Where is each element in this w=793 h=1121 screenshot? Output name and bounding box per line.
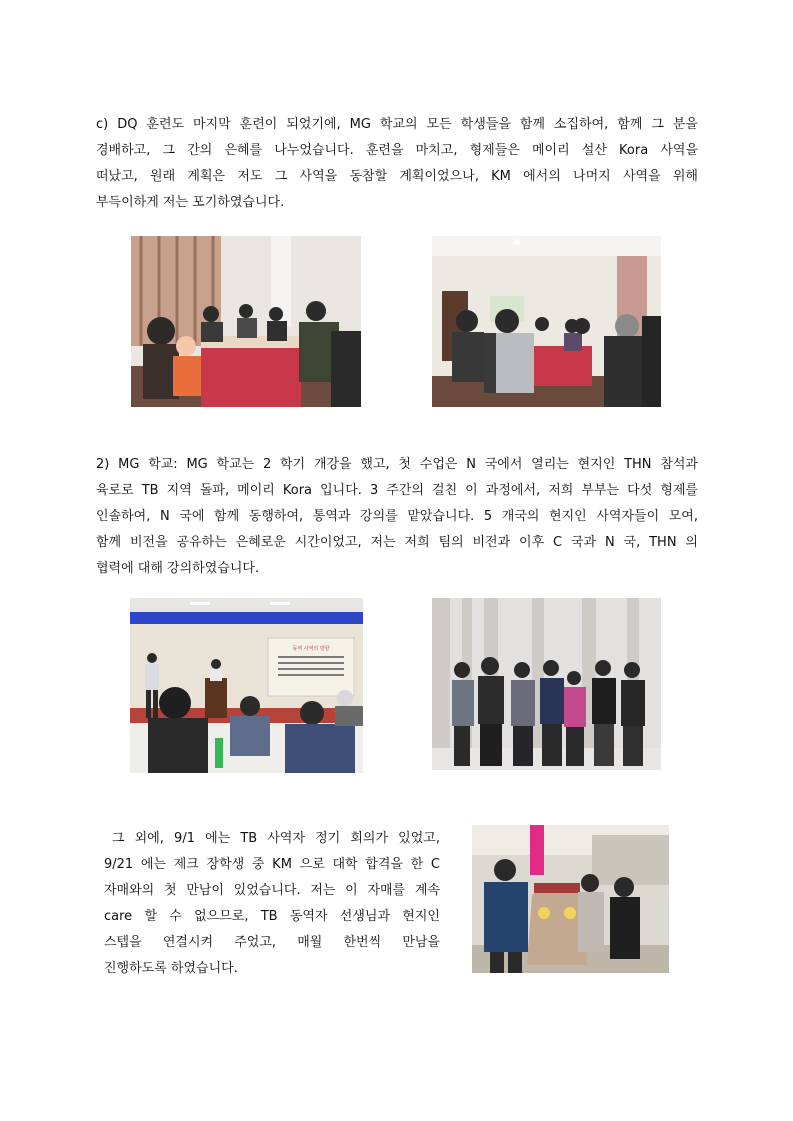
photo-lecture-hall bbox=[130, 598, 363, 773]
section-other-line: 스텝을 연결시켜 주었고, 매월 한번씩 만남을 bbox=[104, 935, 440, 950]
section-other-line: 자매와의 첫 만남이 있었습니다. 저는 이 자매를 계속 bbox=[104, 883, 440, 898]
section-other-line: 9/21 에는 제크 장학생 중 KM 으로 대학 합격을 한 C bbox=[104, 857, 440, 872]
section-c-line: 경배하고, 그 간의 은혜를 나누었습니다. 훈련을 마치고, 형제들은 메이리 설산 Kora 사역을 bbox=[96, 143, 698, 158]
section-c-line: 부득이하게 저는 포기하였습니다. bbox=[96, 195, 285, 210]
section-other-line: 진행하도록 하였습니다. bbox=[104, 961, 238, 976]
photo-team-standing bbox=[432, 598, 661, 770]
section-2-paragraph bbox=[96, 452, 698, 582]
section-2-line: 2) MG 학교: MG 학교는 2 학기 개강을 했고, 첫 수업은 N 국에서 열리는 현지인 THN 참석과 bbox=[96, 457, 698, 472]
photo-mall-meeting bbox=[472, 825, 669, 973]
photo-group-meeting-left bbox=[131, 236, 361, 407]
section-other-line: care 할 수 없으므로, TB 동역자 선생님과 현지인 bbox=[104, 909, 440, 924]
section-2-line: 협력에 대해 강의하였습니다. bbox=[96, 561, 260, 576]
section-2-line: 함께 비전을 공유하는 은혜로운 시간이었고, 저는 저희 팀의 비전과 이후 C 국과 N 국, THN 의 bbox=[96, 535, 698, 550]
photo-group-meeting-right bbox=[432, 236, 661, 407]
section-other-paragraph bbox=[104, 826, 440, 982]
section-c-line: 떠났고, 원래 계획은 저도 그 사역을 동참할 계획이었으나, KM 에서의 나머지 사역을 위해 bbox=[96, 169, 698, 184]
projector-slide-title: 동역 사역의 방향 bbox=[292, 646, 330, 652]
section-2-line: 육로로 TB 지역 돌파, 메이리 Kora 입니다. 3 주간의 걸친 이 과정에서, 저희 부부는 다섯 형제를 bbox=[96, 483, 698, 498]
section-other-line: 그 외에, 9/1 에는 TB 사역자 정기 회의가 있었고, bbox=[112, 831, 440, 846]
section-c-paragraph bbox=[96, 112, 698, 216]
section-c-line: c) DQ 훈련도 마지막 훈련이 되었기에, MG 학교의 모든 학생들을 함께 소집하여, 함께 그 분을 bbox=[96, 117, 698, 132]
section-2-line: 인솔하여, N 국에 함께 동행하여, 통역과 강의를 맡았습니다. 5 개국의 현지인 사역자들이 모여, bbox=[96, 509, 698, 524]
